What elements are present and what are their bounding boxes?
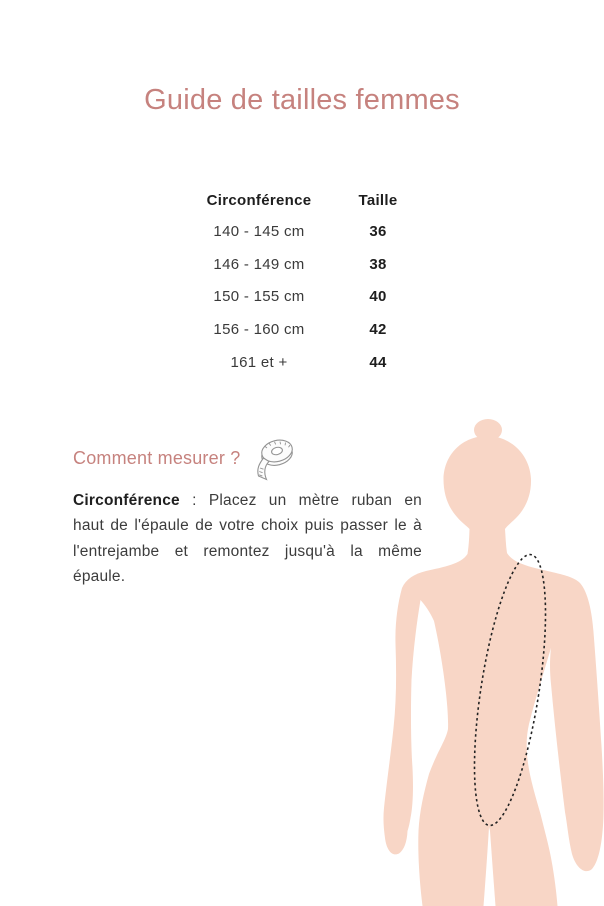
cell-size: 36: [369, 222, 387, 240]
table-row: [200, 313, 420, 346]
table-row: [200, 215, 420, 248]
instruction-term: Circonférence: [73, 492, 180, 509]
instruction-line: l'entrejambe et remontez jusqu'à la même: [73, 542, 422, 560]
cell-circumference: 156 - 160 cm: [213, 320, 305, 338]
instruction-line: Circonférence : Placez un mètre ruban en: [73, 492, 422, 509]
cell-circumference: 146 - 149 cm: [213, 255, 305, 273]
cell-size: 38: [369, 255, 387, 273]
cell-size: 44: [369, 353, 387, 371]
tape-measure-icon: [252, 435, 296, 483]
table-row: [200, 248, 420, 281]
table-row: [200, 346, 420, 379]
column-header-size: Taille: [358, 191, 398, 209]
cell-size: 40: [369, 288, 387, 306]
cell-size: 42: [369, 320, 387, 338]
female-silhouette-illustration: [364, 416, 604, 906]
cell-circumference: 140 - 145 cm: [213, 222, 305, 240]
size-table: [200, 190, 420, 378]
cell-circumference: 161 et +: [230, 353, 288, 371]
page-title: Guide de tailles femmes: [144, 84, 460, 116]
instruction-line: épaule.: [73, 568, 126, 586]
cell-circumference: 150 - 155 cm: [213, 288, 305, 306]
size-table-header: [200, 190, 420, 210]
body-silhouette: [383, 436, 603, 906]
instruction-line: haut de l'épaule de votre choix puis passer le à: [73, 517, 422, 535]
table-row: [200, 280, 420, 313]
column-header-circumference: Circonférence: [206, 191, 312, 209]
how-to-measure-heading: Comment mesurer ?: [73, 448, 241, 468]
